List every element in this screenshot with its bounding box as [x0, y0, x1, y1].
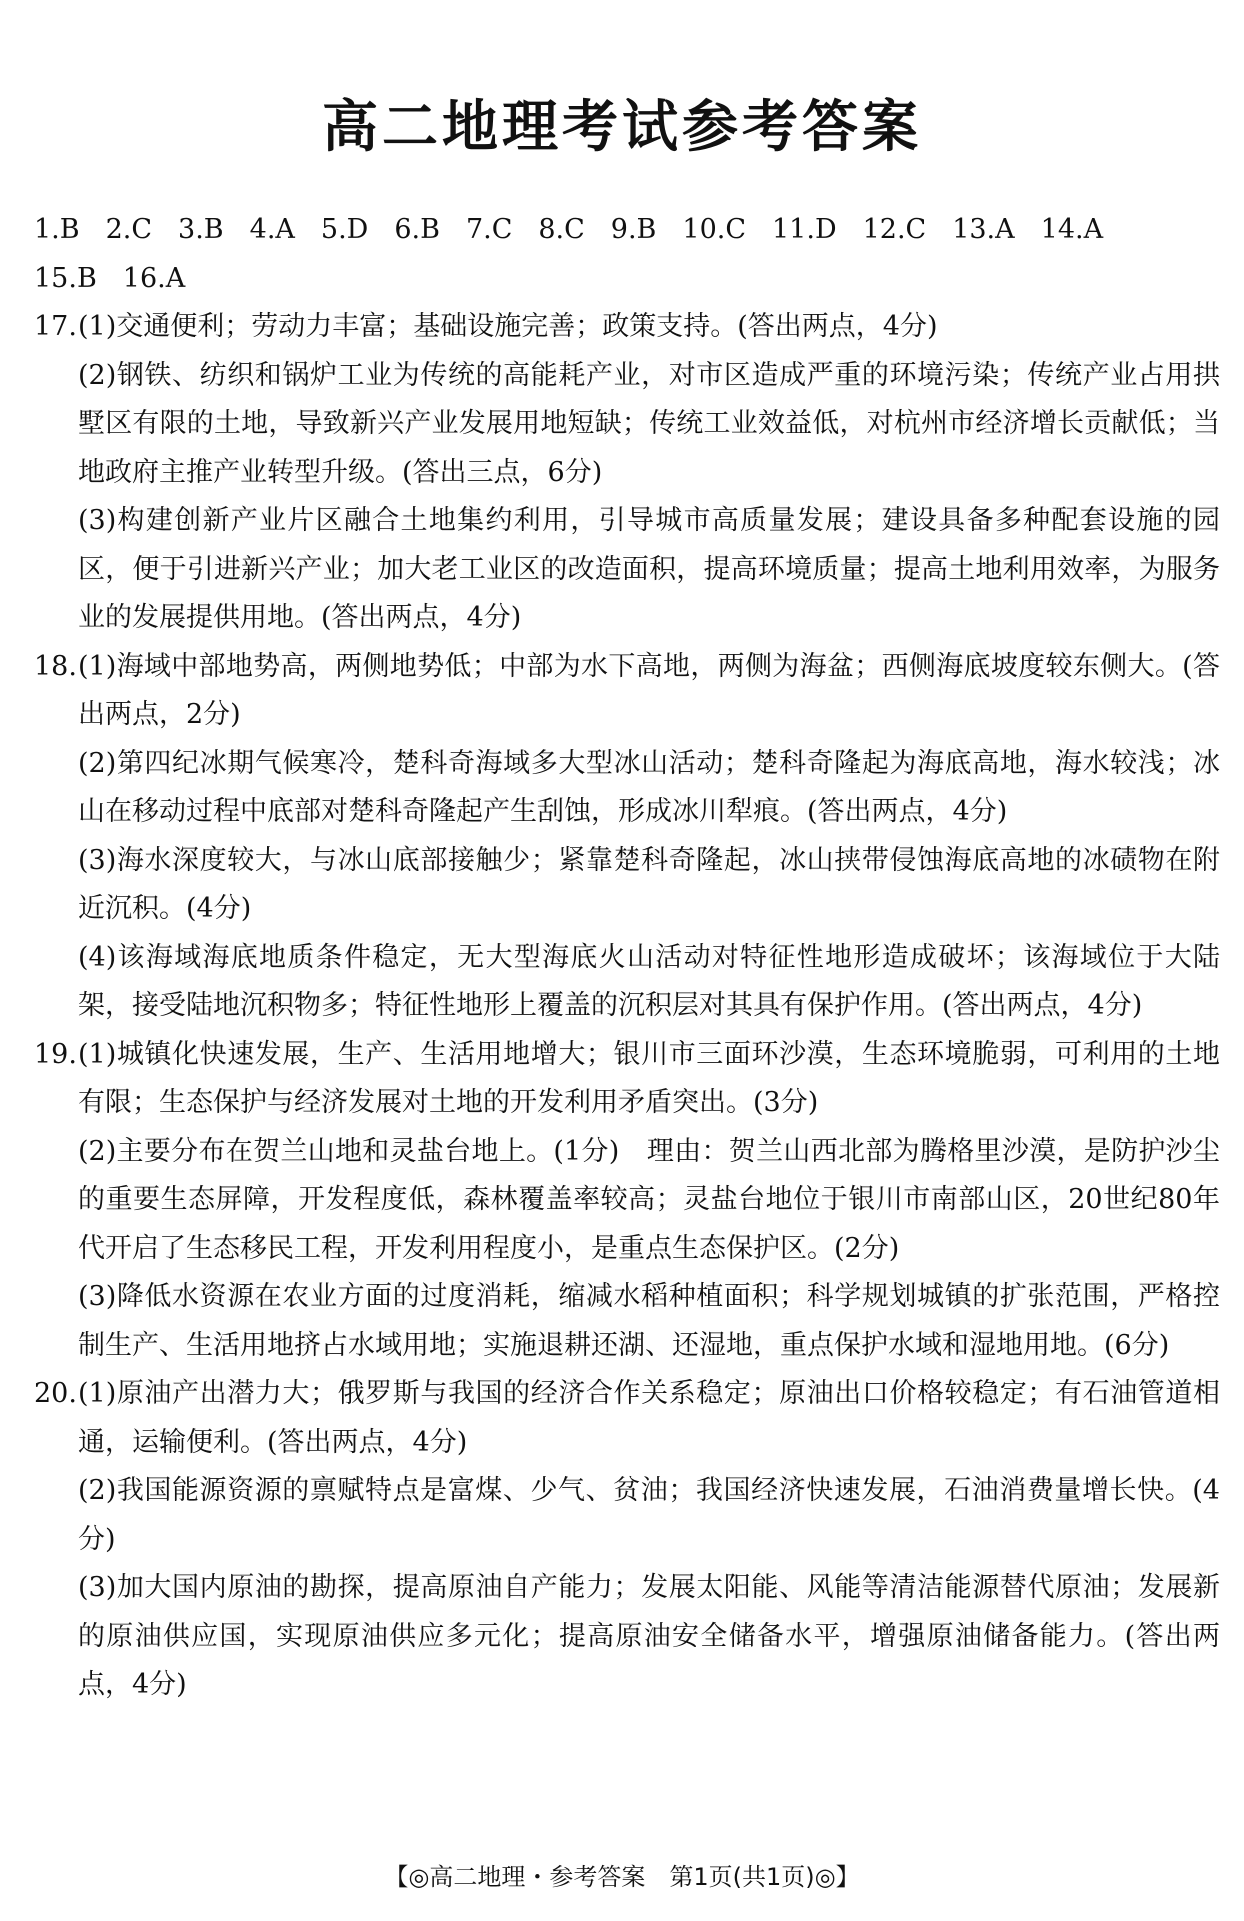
- mc-line-1: [34, 206, 1220, 255]
- question-number: 19.: [34, 1038, 77, 1070]
- page-footer: 【◎高二地理・参考答案 第1页(共1页)◎】: [384, 1863, 860, 1891]
- answer-part: (2)我国能源资源的禀赋特点是富煤、少气、贫油；我国经济快速发展，石油消费量增长快。(4分): [78, 1475, 1220, 1555]
- mc-line-2: [34, 255, 1220, 304]
- answer-part: (3)降低水资源在农业方面的过度消耗，缩减水稻种植面积；科学规划城镇的扩张范围，严格控制生产、生活用地挤占水域用地；实施退耕还湖、还湿地，重点保护水域和湿地用地。(6分): [78, 1281, 1220, 1361]
- mc-answer: 9.B: [610, 214, 657, 245]
- page-title: 高二地理考试参考答案: [322, 95, 922, 160]
- answer-part: (3)加大国内原油的勘探，提高原油自产能力；发展太阳能、风能等清洁能源替代原油；发展新的原油供应国，实现原油供应多元化；提高原油安全储备水平，增强原油储备能力。(答出两点，4分): [78, 1572, 1220, 1700]
- question-17: [34, 303, 1220, 643]
- mc-answer: 2.C: [105, 214, 153, 245]
- mc-answer: 5.D: [320, 214, 369, 245]
- question-number: 17.: [34, 311, 77, 342]
- answer-part: (1)海域中部地势高，两侧地势低；中部为水下高地，两侧为海盆；西侧海底坡度较东侧大。(答出两点，2分): [78, 650, 1220, 730]
- answer-part: (3)构建创新产业片区融合土地集约利用，引导城市高质量发展；建设具备多种配套设施的园区，便于引进新兴产业；加大老工业区的改造面积，提高环境质量；提高土地利用效率，为服务业的发展提供用地。(答出两点，4分): [78, 505, 1220, 633]
- question-number: 18.: [34, 650, 77, 682]
- answer-part: (2)钢铁、纺织和锅炉工业为传统的高能耗产业，对市区造成严重的环境污染；传统产业占用拱墅区有限的土地，导致新兴产业发展用地短缺；传统工业效益低，对杭州市经济增长贡献低；当地政府主推产业转型升级。(答出三点，6分): [78, 359, 1220, 488]
- mc-answer: 12.C: [862, 214, 927, 245]
- mc-answer: 15.B: [34, 262, 97, 294]
- mc-answer: 16.A: [122, 262, 186, 294]
- multiple-choice-answers: [34, 206, 1220, 303]
- mc-answer: 7.C: [465, 214, 513, 245]
- question-19: [34, 1031, 1220, 1371]
- question-18: [34, 643, 1220, 1031]
- mc-answer: 4.A: [249, 214, 295, 245]
- mc-answer: 13.A: [952, 214, 1015, 245]
- question-20: [34, 1370, 1220, 1710]
- answer-content: [34, 206, 1220, 1710]
- answer-part: (4)该海域海底地质条件稳定，无大型海底火山活动对特征性地形造成破坏；该海域位于大陆架，接受陆地沉积物多；特征性地形上覆盖的沉积层对其具有保护作用。(答出两点，4分): [78, 941, 1220, 1021]
- mc-answer: 1.B: [34, 214, 80, 245]
- answer-part: (1)原油产出潜力大；俄罗斯与我国的经济合作关系稳定；原油出口价格较稳定；有石油管道相通，运输便利。(答出两点，4分): [78, 1378, 1220, 1458]
- mc-answer: 6.B: [394, 214, 440, 245]
- mc-answer: 10.C: [682, 214, 746, 245]
- mc-answer: 11.D: [772, 214, 837, 245]
- mc-answer: 14.A: [1040, 214, 1104, 245]
- answer-part: (3)海水深度较大，与冰山底部接触少；紧靠楚科奇隆起，冰山挟带侵蚀海底高地的冰碛物在附近沉积。(4分): [78, 844, 1220, 924]
- mc-answer: 3.B: [178, 214, 224, 245]
- answer-part: (1)交通便利；劳动力丰富；基础设施完善；政策支持。(答出两点，4分): [78, 311, 938, 342]
- answer-part: (1)城镇化快速发展，生产、生活用地增大；银川市三面环沙漠，生态环境脆弱，可利用的土地有限；生态保护与经济发展对土地的开发利用矛盾突出。(3分): [78, 1038, 1220, 1118]
- answer-part: (2)第四纪冰期气候寒冷，楚科奇海域多大型冰山活动；楚科奇隆起为海底高地，海水较浅；冰山在移动过程中底部对楚科奇隆起产生刮蚀，形成冰川犁痕。(答出两点，4分): [78, 747, 1220, 827]
- answer-part: (2)主要分布在贺兰山地和灵盐台地上。(1分) 理由：贺兰山西北部为腾格里沙漠，是防护沙尘的重要生态屏障，开发程度低，森林覆盖率较高；灵盐台地位于银川市南部山区，20世纪80年代开启了生态移民工程，开发利用程度小，是重点生态保护区。(2分): [78, 1135, 1220, 1264]
- mc-answer: 8.C: [538, 214, 585, 245]
- question-number: 20.: [34, 1378, 77, 1409]
